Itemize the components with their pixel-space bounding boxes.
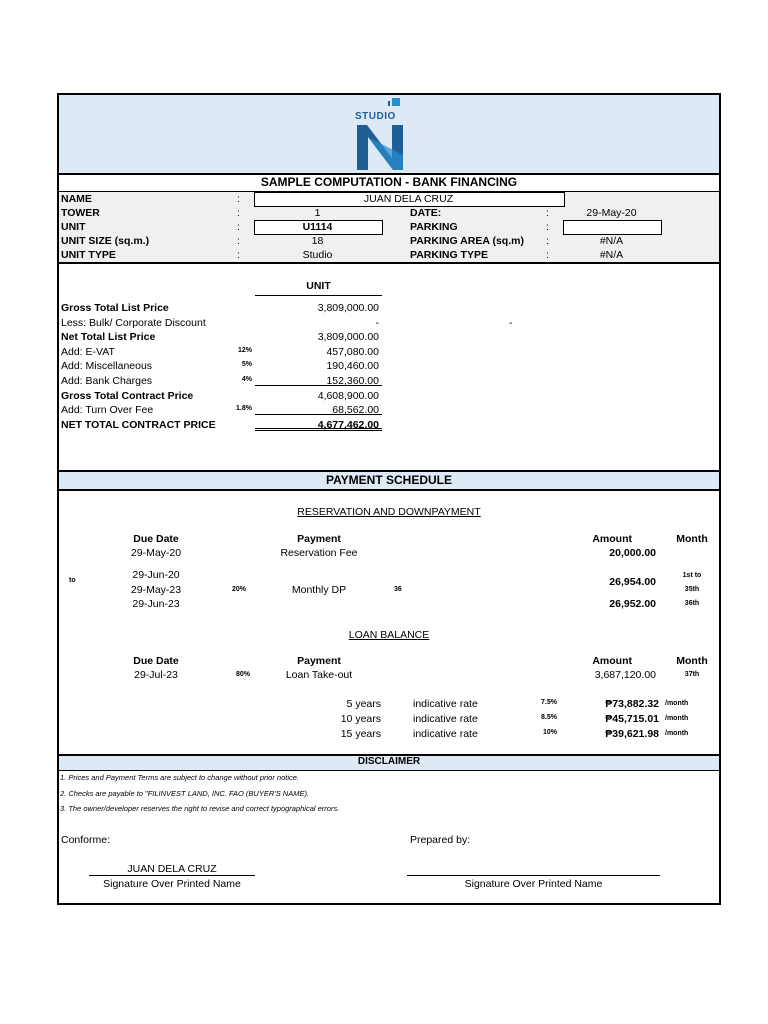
price-row-value: 190,460.00	[326, 360, 379, 373]
parking-type-label: PARKING TYPE	[410, 249, 488, 261]
amount-header: Amount	[592, 533, 632, 545]
amort-unit: /month	[665, 715, 689, 722]
price-row-label: Gross Total List Price	[61, 302, 169, 314]
amort-amount: ₱39,621.98	[605, 728, 659, 740]
colon: :	[546, 249, 549, 261]
parking-box	[563, 220, 662, 235]
amort-term: 5 years	[346, 698, 381, 710]
loan-amount-header: Amount	[592, 655, 632, 667]
parking-label: PARKING	[410, 221, 458, 233]
to-label: to	[69, 577, 76, 584]
loan-balance-title: LOAN BALANCE	[348, 629, 430, 641]
amort-rate: 10%	[542, 729, 557, 736]
price-row-value: 3,809,000.00	[317, 331, 379, 344]
buyer-name: JUAN DELA CRUZ	[127, 863, 217, 875]
price-row-rate: 12%	[237, 346, 252, 354]
prepared-by-label: Prepared by:	[410, 834, 471, 846]
parking-type-value: #N/A	[599, 249, 624, 261]
amort-label: indicative rate	[413, 698, 478, 710]
disclaimer-title: DISCLAIMER	[357, 756, 421, 767]
signature-line-right	[407, 875, 660, 876]
name-value: JUAN DELA CRUZ	[363, 193, 454, 205]
unit-size-label: UNIT SIZE (sq.m.)	[61, 235, 150, 247]
discount-dash: -	[509, 317, 513, 329]
signature-line-left	[89, 875, 255, 876]
signature-caption-left: Signature Over Printed Name	[103, 878, 241, 890]
colon: :	[237, 249, 240, 261]
price-row-value: 4,677,462.00	[317, 418, 379, 431]
price-row-value: 3,809,000.00	[317, 302, 379, 314]
dp-rate: 20%	[232, 586, 247, 593]
unit-column-header: UNIT	[306, 280, 331, 292]
logo-text: STUDIO	[355, 111, 396, 122]
amort-rate: 7.5%	[541, 699, 557, 706]
amort-amount: ₱73,882.32	[605, 698, 659, 710]
reservation-date: 29-May-20	[130, 547, 182, 559]
logo-mark-icon	[59, 95, 719, 173]
reservation-amount: 20,000.00	[609, 547, 656, 559]
loan-amount: 3,687,120.00	[594, 669, 656, 681]
page-title: SAMPLE COMPUTATION - BANK FINANCING	[260, 175, 518, 189]
disclaimer-item: 2. Checks are payable to "FILINVEST LAND, INC. FAO (BUYER'S NAME).	[60, 789, 310, 798]
colon: :	[237, 207, 240, 219]
price-row-label: Add: Bank Charges	[61, 375, 153, 387]
dp-end-date: 29-May-23	[130, 584, 182, 596]
disclaimer-item: 3. The owner/developer reserves the right to revise and correct typographical errors.	[60, 804, 340, 813]
price-row-rate: 1.8%	[236, 405, 252, 413]
price-row-label: Gross Total Contract Price	[61, 389, 194, 402]
dp-amount: 26,954.00	[609, 576, 656, 588]
conforme-label: Conforme:	[61, 834, 111, 846]
price-row-value: 4,608,900.00	[317, 389, 379, 402]
payment-schedule-title: PAYMENT SCHEDULE	[325, 473, 453, 487]
dp-month-last: 36th	[684, 600, 700, 607]
amort-unit: /month	[665, 730, 689, 737]
unit-label: UNIT	[61, 221, 86, 233]
amort-term: 10 years	[340, 713, 381, 725]
unit-type-label: UNIT TYPE	[61, 249, 116, 261]
dp-count: 36	[394, 586, 402, 593]
tower-value: 1	[314, 207, 321, 219]
computation-sheet	[57, 93, 721, 905]
colon: :	[546, 235, 549, 247]
payment-header: Payment	[297, 533, 341, 545]
date-value: 29-May-20	[586, 207, 637, 219]
amort-unit: /month	[665, 700, 689, 707]
price-row-label: Add: Turn Over Fee	[61, 404, 154, 417]
price-row-label: Net Total List Price	[61, 331, 156, 344]
loan-date: 29-Jul-23	[134, 669, 178, 681]
dp-label: Monthly DP	[291, 584, 347, 596]
parking-area-value: #N/A	[599, 235, 624, 247]
signature-caption-right: Signature Over Printed Name	[464, 878, 603, 890]
loan-due-date-header: Due Date	[133, 655, 179, 667]
price-row-rate: 4%	[241, 376, 252, 383]
loan-month: 37th	[684, 671, 700, 678]
date-label: DATE:	[410, 207, 442, 219]
colon: :	[546, 221, 549, 233]
price-row-value: 457,080.00	[326, 345, 379, 358]
price-row-value: 68,562.00	[332, 404, 379, 417]
price-row-label: Less: Bulk/ Corporate Discount	[61, 316, 206, 329]
colon: :	[237, 193, 240, 205]
amort-term: 15 years	[340, 728, 381, 740]
unit-value: U1114	[302, 221, 333, 233]
loan-rate: 80%	[236, 671, 251, 678]
price-row-label: NET TOTAL CONTRACT PRICE	[61, 418, 216, 431]
unit-type-value: Studio	[302, 249, 333, 261]
unit-size-value: 18	[311, 235, 324, 247]
price-row-value: 152,360.00	[326, 375, 379, 387]
dp-start-date: 29-Jun-20	[132, 569, 180, 581]
price-row-label: Add: E-VAT	[61, 345, 115, 358]
disclaimer-item: 1. Prices and Payment Terms are subject to change without prior notice.	[60, 773, 300, 782]
loan-payment-header: Payment	[297, 655, 341, 667]
studio-n-logo	[59, 95, 719, 173]
colon: :	[546, 207, 549, 219]
dp-last-date: 29-Jun-23	[132, 598, 180, 610]
reservation-label: Reservation Fee	[280, 547, 358, 559]
loan-label: Loan Take-out	[285, 669, 353, 681]
reservation-title: RESERVATION AND DOWNPAYMENT	[297, 506, 481, 518]
due-date-header: Due Date	[133, 533, 179, 545]
price-row-label: Add: Miscellaneous	[61, 360, 153, 373]
price-row-rate: 5%	[241, 361, 252, 369]
colon: :	[237, 235, 240, 247]
dp-month-end: 35th	[684, 586, 700, 593]
loan-month-header: Month	[676, 655, 708, 667]
colon: :	[237, 221, 240, 233]
month-header: Month	[676, 533, 708, 545]
dp-last-amount: 26,952.00	[609, 598, 656, 610]
amort-rate: 8.5%	[541, 714, 557, 721]
parking-area-label: PARKING AREA (sq.m)	[410, 235, 524, 247]
amort-label: indicative rate	[413, 728, 478, 740]
amort-amount: ₱45,715.01	[605, 713, 659, 725]
price-row-value: -	[375, 316, 379, 329]
tower-label: TOWER	[61, 207, 100, 219]
name-label: NAME	[61, 193, 92, 205]
dp-month-start: 1st to	[682, 572, 702, 579]
amort-label: indicative rate	[413, 713, 478, 725]
